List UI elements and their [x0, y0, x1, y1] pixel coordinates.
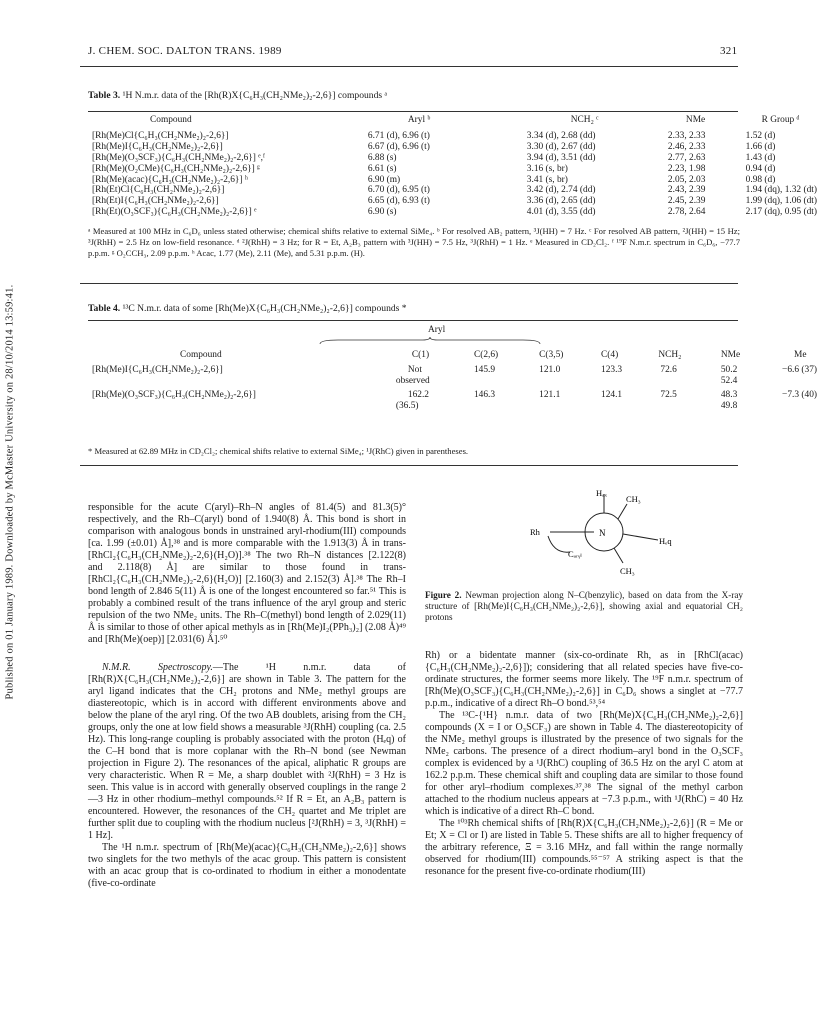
table4-cell: 121.0 [539, 364, 561, 375]
table3-top-rule [88, 111, 738, 112]
table3-cell: [Rh(Me)I{C₆H₃(CH₂NMe₂)₂-2,6}] [92, 141, 223, 152]
table3-cell: [Rh(Et)Cl{C₆H₃(CH₂NMe₂)₂-2,6}] [92, 185, 225, 196]
table3-header: Aryl ᵇ [407, 115, 431, 125]
table3-cell: [Rh(Me)(acac){C₆H₃(CH₂NMe₂)₂-2,6}] ʰ [92, 174, 248, 185]
table3-header: NCH₂ ᶜ [570, 115, 599, 125]
table3-header: Compound [150, 115, 192, 125]
table3-cell: 1.99 (dq), 1.06 (dt) [745, 196, 817, 207]
table4-header: Me [794, 350, 807, 360]
table4-cell [394, 387, 462, 412]
table4-nme: 48.3 [720, 389, 738, 400]
table4-nme2: 49.8 [720, 400, 738, 411]
table4-top-rule [88, 320, 738, 321]
table3-cell: 2.45, 2.39 [667, 196, 706, 207]
table3-cell: 3.42 (d), 2.74 (dd) [526, 185, 596, 196]
table4-c1: 162.2 [407, 389, 429, 400]
table4-header: C(2,6) [473, 350, 499, 360]
table3-cell: 0.98 (d) [745, 174, 776, 185]
table4-cell: −6.6 (37) [782, 364, 817, 375]
right-column [425, 650, 743, 878]
header-rule [80, 66, 738, 67]
table3-cell: 2.17 (dq), 0.95 (dt) [745, 207, 817, 218]
figure2-caption-text: Newman projection along N–C(benzylic), based on data from the X-ray structure of [Rh(Me)I{C₆H₃(CH₂NMe₂)₂-2,6}], showing axial and equatorial CH₂ protons [425, 590, 744, 622]
table4-cell: 124.1 [601, 389, 623, 400]
download-watermark: Published on 01 January 1989. Downloaded by McMaster University on 28/10/2014 13:59:41. [4, 284, 16, 700]
bond-heq [623, 534, 658, 540]
table3-cell: 1.66 (d) [745, 141, 776, 152]
table4-cell: [Rh(Me)I{C₆H₃(CH₂NMe₂)₂-2,6}] [92, 364, 223, 375]
table4-cell: 146.3 [473, 389, 496, 400]
table3-cell: 1.52 (d) [745, 130, 776, 141]
bond-ch3-bottom [614, 548, 623, 563]
table3-cell: 6.67 (d), 6.96 (t) [367, 141, 430, 152]
label-caryl: Cₐᵣᵧₗ [568, 549, 582, 559]
table4-header-row [92, 350, 817, 361]
table4-header: Compound [180, 350, 222, 360]
table4-header: C(1) [411, 350, 430, 360]
table3-cell: 1.94 (dq), 1.32 (dt) [745, 185, 817, 196]
aryl-brace [318, 336, 543, 346]
right-paragraph-1: Rh) or a bidentate manner (six-co-ordinate Rh, as in [RhCl(acac){C₆H₃(CH₂NMe₂)₂-2,6}]); considering that all related species have five-co-ordinate structures, the former seems more likely. The ¹⁹F n.m.r. spectrum of [Rh(Me)(O₃SCF₃){C₆H₃(CH₂NMe₂)₂-2,6}] in C₆D₆ shows a singlet at −77.7 p.p.m., indicative of a direct Rh–O bond.⁵³,⁵⁴ [425, 650, 743, 709]
right-paragraph-2: The ¹³C-{¹H} n.m.r. data of two [Rh(Me)X{C₆H₃(CH₂NMe₂)₂-2,6}] compounds (X = I or O₃SCF₃) are shown in Table 4. The diastereotopicity of the NMe₂ methyl groups is illustrated by the presence of two signals for the NMe₂ carbons. The presence of a direct rhodium–aryl bond in the O₃SCF₃ complex is evidenced by a ¹J(RhC) coupling of 36.5 Hz on the aryl C atom at 162.2 p.p.m. These chemical shift and coupling data are similar to those found for other aryl–rhodium complexes.³⁷,³⁸ The signal of the methyl carbon attached to the rhodium nucleus appears at −7.3 p.p.m., with ¹J(RhC) = 40 Hz which is indicative of a direct Rh–C bond. [425, 710, 743, 817]
table4-cell: −7.3 (40) [782, 389, 817, 400]
journal-header: J. CHEM. SOC. DALTON TRANS. 1989 [88, 45, 282, 57]
table4-header: C(4) [601, 350, 619, 360]
table4-title: ¹³C N.m.r. data of some [Rh(Me)X{C₆H₃(CH₂NMe₂)₂-2,6}] compounds * [122, 303, 407, 314]
table-row [92, 175, 817, 186]
table4-header: NMe [720, 350, 741, 360]
table-row [92, 153, 817, 164]
table3-cell: 6.65 (d), 6.93 (t) [367, 196, 430, 207]
table-row [92, 126, 817, 142]
table3-cell: 4.01 (d), 3.55 (dd) [526, 207, 596, 218]
table3-cell: 2.77, 2.63 [667, 152, 706, 163]
table4-cell: 72.5 [660, 389, 677, 400]
table3-caption [88, 90, 387, 102]
page-number: 321 [720, 45, 738, 57]
table3-cell: 2.05, 2.03 [667, 174, 706, 185]
table3-header-row [92, 115, 817, 126]
table-row [92, 361, 817, 387]
table4-cell [711, 361, 772, 387]
table3-footnote: ᵃ Measured at 100 MHz in C₆D₆ unless stated otherwise; chemical shifts relative to external SiMe₄. ᵇ For resolved AB₂ pattern, ³J(HH) = 7 Hz. ᶜ For resolved AB pattern, ²J(HH) = 15 Hz; ³J(RhH) = 2.5 Hz on low-field resonance. ᵈ ²J(RhH) = 3 Hz; for R = Et, A₂B₃ pattern with ³J(HH) = 7.5 Hz, ³J(RhH) = 1 Hz. ᵉ Measured in CD₂Cl₂. ᶠ ¹⁹F N.m.r. spectrum in C₆D₆, −77.7 p.p.m. ᵍ O₂CCH₃, 2.09 p.p.m. ʰ Acac, 1.77 (Me), 2.11 (Me), and 5.31 p.p.m. (H). [88, 226, 740, 258]
table3-cell: 2.33, 2.33 [667, 130, 706, 141]
table4-bottom-rule [80, 465, 738, 466]
label-n: N [599, 528, 606, 538]
table4-header: C(3,5) [539, 350, 564, 360]
table4-c1b: (36.5) [395, 400, 419, 411]
label-rh: Rh [530, 527, 540, 537]
table-row [92, 387, 817, 412]
table4-footnote: * Measured at 62.89 MHz in CD₂Cl₂; chemical shifts relative to external SiMe₄; ¹J(RhC) given in parentheses. [88, 446, 469, 456]
bond-ch3-top [618, 504, 627, 519]
table3-cell: 6.61 (s) [367, 163, 397, 174]
table3 [92, 115, 817, 218]
table3-cell: [Rh(Et)(O₃SCF₃){C₆H₃(CH₂NMe₂)₂-2,6}] ᵉ [92, 207, 257, 218]
table4-cell [711, 387, 772, 412]
table3-header: R Group ᵈ [761, 115, 800, 125]
table3-cell: 3.30 (d), 2.67 (dd) [526, 141, 596, 152]
table3-cell: 3.94 (d), 3.51 (dd) [526, 152, 596, 163]
table4 [92, 350, 817, 412]
table4-caption [88, 303, 407, 315]
table3-cell: 2.23, 1.98 [667, 163, 706, 174]
table3-cell: [Rh(Me)(O₂CMe){C₆H₃(CH₂NMe₂)₂-2,6}] ᵍ [92, 163, 260, 174]
table-row [92, 142, 817, 153]
table4-c1b: observed [395, 375, 430, 386]
table3-cell: [Rh(Et)I{C₆H₃(CH₂NMe₂)₂-2,6}] [92, 196, 219, 207]
label-hax: Hₐₓ [596, 490, 607, 498]
table4-c1: Not [407, 364, 422, 375]
table4-aryl-group-header: Aryl [428, 325, 446, 335]
table-row [92, 185, 817, 196]
table4-cell: 123.3 [601, 364, 623, 375]
table4-nme2: 52.4 [720, 375, 738, 386]
label-ch3-bottom: CH₃ [620, 566, 635, 576]
table4-cell: 72.6 [660, 364, 677, 375]
table3-cell: 2.46, 2.33 [667, 141, 706, 152]
table3-cell: 3.34 (d), 2.68 (dd) [526, 130, 596, 141]
table3-header: NMe [685, 115, 706, 125]
table4-header: NCH₂ [658, 350, 682, 360]
table3-cell: [Rh(Me)(O₃SCF₃){C₆H₃(CH₂NMe₂)₂-2,6}] ᵉ,ᶠ [92, 152, 265, 163]
section-heading: N.M.R. Spectroscopy. [102, 662, 213, 673]
left-paragraph-3: The ¹H n.m.r. spectrum of [Rh(Me)(acac){C₆H₃(CH₂NMe₂)₂-2,6}] shows two singlets for the two methyls of the acac group. This pattern is consistent with an acac group that is co-ordinated to rhodium in either a monodentate (five-co-ordinate [88, 842, 406, 889]
table3-cell: 1.43 (d) [745, 152, 776, 163]
table3-cell: 6.71 (d), 6.96 (t) [367, 130, 430, 141]
table3-cell: 2.43, 2.39 [667, 185, 706, 196]
bond-caryl [548, 536, 570, 552]
table3-cell: 6.70 (d), 6.95 (t) [367, 185, 430, 196]
left-column [88, 502, 406, 890]
table-row [92, 164, 817, 175]
table-row [92, 207, 817, 218]
table3-cell: 3.41 (s, br) [526, 174, 568, 185]
newman-projection-figure [530, 490, 720, 590]
left-paragraph-2 [88, 662, 406, 842]
table3-cell: [Rh(Me)Cl{C₆H₃(CH₂NMe₂)₂-2,6}] [92, 130, 229, 141]
label-ch3-top: CH₃ [626, 494, 641, 504]
left-paragraph-2-text: —The ¹H n.m.r. data of [Rh(R)X{C₆H₃(CH₂NMe₂)₂-2,6}] are shown in Table 3. The pattern for the aryl ligand indicates that the CH₂ protons and NMe₂ methyl groups are diastereotopic, which is in accord with different environments above and below the plane of the aryl ring. Of the two AB doublets, arising from the CH₂ groups, only the one at low field shows a measurable ³J(RhH) coupling (ca. 2.5 Hz). This long-range coupling is probably associated with the proton (Hₑq) of the C–H bond that is more coplanar with the Rh–N bond (see Newman projection in Figure 2). The resonances of the apical, aliphatic R groups are very characteristic. When R = Me, a sharp doublet with ²J(RhH) = 3 Hz is seen. This value is in accord with generally observed couplings in the range 2—3 Hz in other rhodium–methyl compounds.⁵² If R = Et, an A₂B₃ pattern is encountered. However, the resonances of the CH₂ quartet and Me triplet are further split due to coupling with the rhodium nucleus [²J(RhH) = 3, ³J(RhH) = 1 Hz]. [88, 662, 406, 841]
table3-cell: 3.36 (d), 2.65 (dd) [526, 196, 596, 207]
label-heq: Hₑq [659, 536, 672, 546]
table-row [92, 196, 817, 207]
table3-bottom-rule [80, 283, 738, 284]
table4-cell: 121.1 [539, 389, 561, 400]
figure2-caption [425, 590, 743, 623]
table4-cell: [Rh(Me)(O₃SCF₃){C₆H₃(CH₂NMe₂)₂-2,6}] [92, 389, 256, 400]
table3-label: Table 3. [88, 90, 121, 101]
table3-cell: 6.88 (s) [367, 152, 397, 163]
table4-cell: 145.9 [473, 364, 496, 375]
left-paragraph-1: responsible for the acute C(aryl)–Rh–N angles of 81.4(5) and 81.3(5)° respectively, and the Rh–C(aryl) bond of 1.940(8) Å. This bond is short in comparison with analogous bonds in unstrained aryl-rhodium(III) compounds [ca. 1.99 (±0.01) Å],³⁸ and is more comparable with the 1.913(3) Å in trans-[RhCl₂{C₆H₃(CH₂NMe₂)₂-2,6}(H₂O)].³⁸ The two Rh–N distances [2.122(8) and 2.118(8) Å] are similar to those found in trans-[RhCl₂{C₆H₃(CH₂NMe₂)₂-2,6}(H₂O)] [2.160(3) and 2.152(3) Å].³⁸ The Rh–I bond length of 2.846 5(11) Å is one of the longest encountered so far.⁵¹ This is probably a combined result of the trans influence of the aryl group and steric repulsion of the two NMe₂ units. The Rh–C(methyl) bond length of 2.029(11) Å is similar to those of other apical methyls as in [Rh(Me)I₂(PPh₃)₂] (2.08 Å)⁴⁹ and [Rh(Me)(oep)] [2.031(6) Å].⁵⁰ [88, 502, 406, 645]
table4-label: Table 4. [88, 303, 121, 314]
table3-title: ¹H N.m.r. data of the [Rh(R)X{C₆H₃(CH₂NMe₂)₂-2,6}] compounds ᵃ [122, 90, 388, 101]
table3-cell: 6.90 (s) [367, 207, 397, 218]
table4-cell [394, 361, 462, 387]
table3-cell: 6.90 (m) [367, 174, 401, 185]
table3-cell: 0.94 (d) [745, 163, 776, 174]
table3-cell: 2.78, 2.64 [667, 207, 706, 218]
right-paragraph-3: The ¹⁰³Rh chemical shifts of [Rh(R)X{C₆H₃(CH₂NMe₂)₂-2,6}] (R = Me or Et; X = Cl or I) are listed in Table 5. These shifts are all to higher frequency of the arbitrary reference, Ξ = 3.16 MHz, and fall within the range normally observed for rhodium(III) compounds.⁵⁵⁻⁵⁷ A striking aspect is that the resonance for the present five-co-ordinate rhodium(III) [425, 818, 743, 877]
figure2-label: Figure 2. [425, 590, 462, 600]
table3-cell: 3.16 (s, br) [526, 163, 568, 174]
table4-nme: 50.2 [720, 364, 738, 375]
